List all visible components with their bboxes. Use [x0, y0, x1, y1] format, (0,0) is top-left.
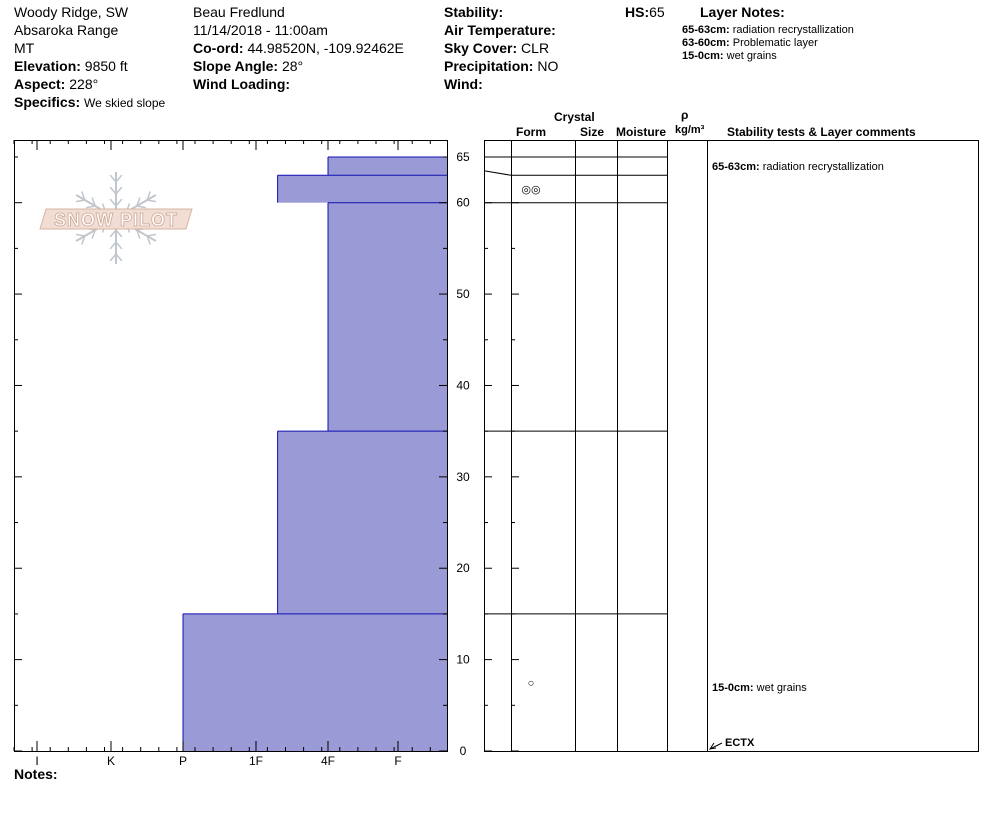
observer: Beau Fredlund — [193, 4, 285, 20]
hardness-bar — [328, 203, 447, 431]
depth-tick-label: 65 — [456, 150, 470, 164]
specifics-value: We skied slope — [84, 96, 166, 110]
form-heading: Form — [516, 125, 546, 139]
datetime: 11/14/2018 - 11:00am — [193, 22, 328, 38]
layer-comment — [712, 161, 884, 173]
elevation-label: Elevation: — [14, 58, 81, 74]
depth-tick-label: 0 — [459, 744, 467, 758]
size-heading: Size — [580, 125, 605, 139]
layer-notes-label: Layer Notes: — [700, 4, 785, 20]
layer-note-text: Problematic layer — [732, 37, 818, 49]
depth-tick-label: 20 — [456, 561, 470, 576]
slope-label: Slope Angle: — [193, 58, 279, 74]
notes-label: Notes: — [14, 766, 58, 782]
snowflake-branch — [76, 234, 85, 236]
hardness-tick-label: 1F — [248, 754, 264, 768]
elevation-value: 9850 ft — [84, 58, 128, 74]
sky-label: Sky Cover: — [444, 40, 518, 56]
aspect-label: Aspect: — [14, 76, 66, 92]
crystal-form-symbol: ◎◎ — [521, 183, 541, 196]
rho-heading: ρ — [681, 108, 689, 122]
layer-comment — [712, 682, 807, 694]
state: MT — [14, 40, 35, 56]
snow-pilot-logo — [40, 172, 192, 264]
depth-tick-label: 40 — [456, 378, 470, 393]
aspect-value: 228° — [69, 76, 99, 92]
hardness-tick-label: 4F — [320, 754, 336, 768]
hardness-tick-label: P — [178, 754, 188, 768]
density-heading: kg/m³ — [675, 124, 705, 136]
logo-text: SNOW PILOT — [54, 210, 178, 230]
precip-label: Precipitation: — [444, 58, 534, 74]
hardness-bar — [278, 431, 447, 614]
depth-tick-label: 30 — [456, 469, 470, 484]
layer-connector — [484, 171, 511, 176]
stability-test-label: ECTX — [725, 737, 755, 749]
hardness-tick-label: I — [35, 754, 39, 768]
coord-value: 44.98520N, -109.92462E — [247, 40, 404, 56]
wind-label: Wind: — [444, 76, 483, 92]
wind-loading-label: Wind Loading: — [193, 76, 291, 92]
hardness-bar — [328, 157, 447, 175]
snowflake-branch — [86, 206, 95, 208]
hardness-bar — [183, 614, 447, 751]
crystal-form-symbol: ○ — [527, 677, 535, 690]
layer-table — [484, 140, 979, 752]
moisture-heading: Moisture — [616, 125, 667, 139]
depth-tick-label: 60 — [456, 195, 470, 210]
slope-value: 28° — [281, 58, 304, 74]
stability-label: Stability: — [444, 4, 504, 20]
layer-note-range: 65-63cm: — [682, 24, 730, 36]
crystal-heading: Crystal — [554, 110, 595, 124]
depth-tick-label: 10 — [456, 652, 470, 667]
coord-label: Co-ord: — [193, 40, 244, 56]
snowflake-branch — [147, 234, 156, 236]
snowflake-branch — [147, 200, 156, 202]
air-temp-label: Air Temperature: — [444, 22, 556, 38]
layer-comment-range: 15-0cm: — [712, 682, 757, 695]
layer-note-range: 63-60cm: — [682, 37, 730, 49]
hardness-bar — [278, 175, 447, 202]
depth-tick-label: 50 — [456, 287, 470, 302]
layer-note-text: wet grains — [726, 50, 777, 62]
hs-value: 65 — [649, 4, 665, 20]
layer-note-range: 15-0cm: — [682, 50, 724, 62]
layer-comment-range: 65-63cm: — [712, 161, 763, 174]
hardness-tick-label: K — [106, 754, 116, 768]
layer-note-text: radiation recrystallization — [732, 24, 854, 36]
hardness-bars — [183, 157, 447, 751]
layer-table-frame — [485, 141, 979, 752]
layer-comment-text: radiation recrystallization — [762, 161, 884, 174]
precip-value: NO — [537, 58, 559, 74]
specifics-label: Specifics: — [14, 94, 81, 110]
layer-comment-text: wet grains — [756, 682, 807, 695]
snowflake-branch — [137, 206, 146, 208]
hardness-tick-label: F — [394, 754, 402, 768]
range: Absaroka Range — [14, 22, 119, 38]
snowflake-branch — [76, 200, 85, 202]
stability-heading: Stability tests & Layer comments — [727, 125, 916, 139]
sky-value: CLR — [521, 40, 550, 56]
location: Woody Ridge, SW — [14, 4, 129, 20]
hs-label: HS: — [625, 4, 650, 20]
